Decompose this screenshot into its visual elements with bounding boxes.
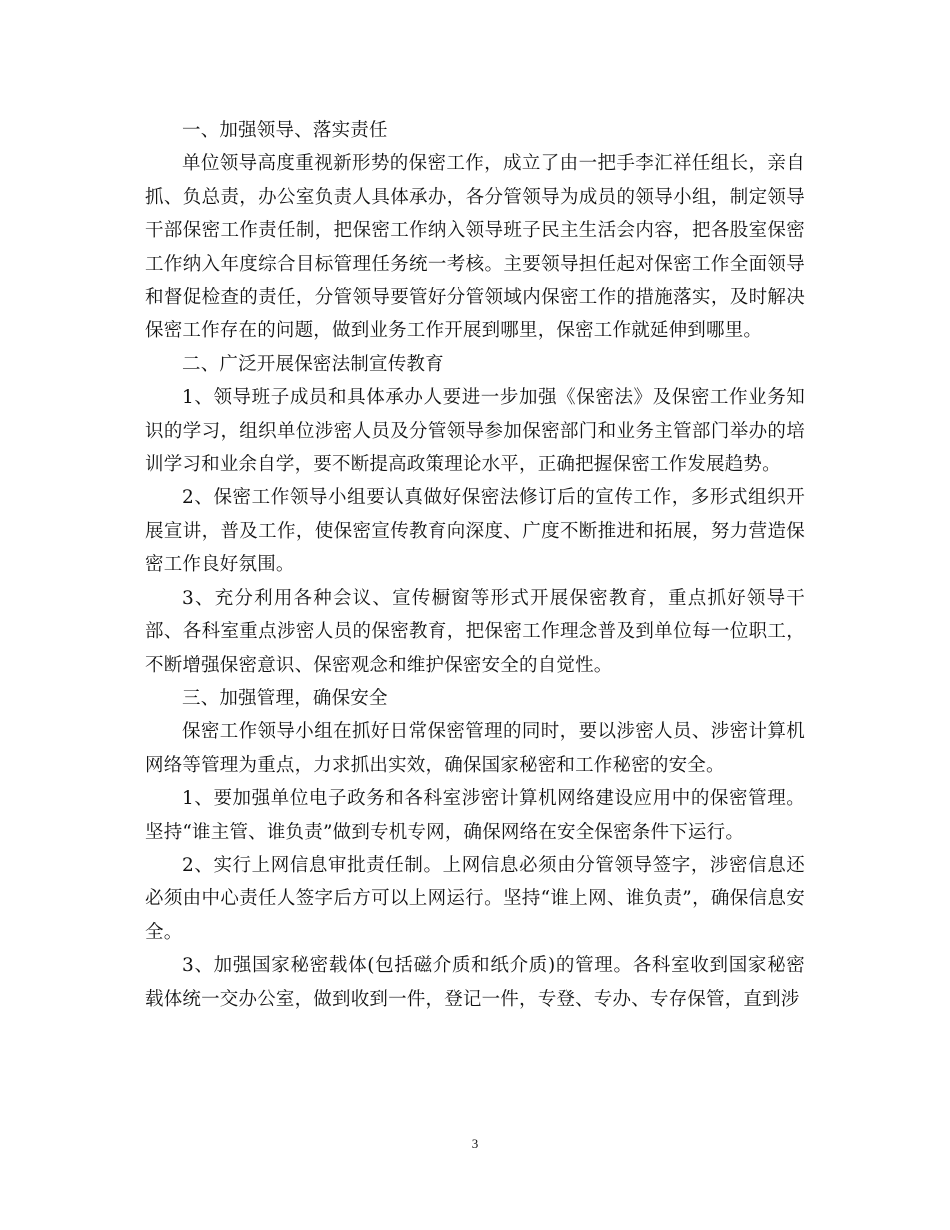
- section-heading-3: 三、加强管理，确保安全: [182, 687, 388, 709]
- paragraph: 2、实行上网信息审批责任制。上网信息必须由分管领导签字，涉密信息还必须由中心责任人签字后方可以上网运行。坚持“谁上网、谁负责”，确保信息安全。: [145, 854, 805, 943]
- paragraph: 3、充分利用各种会议、宣传橱窗等形式开展保密教育，重点抓好领导干部、各科室重点涉密人员的保密教育，把保密工作理念普及到单位每一位职工，不断增强保密意识、保密观念和维护保密安全的自觉性。: [145, 587, 805, 676]
- section-heading-1: 一、加强领导、落实责任: [182, 120, 388, 141]
- paragraph: 单位领导高度重视新形势的保密工作，成立了由一把手李汇祥任组长，亲自抓、负总责，办公室负责人具体承办，各分管领导为成员的领导小组，制定领导干部保密工作责任制，把保密工作纳入领导班子民主生活会内容，把各股室保密工作纳入年度综合目标管理任务统一考核。主要领导担任起对保密工作全面领导和督促检查的责任，分管领导要管好分管领域内保密工作的措施落实，及时解决保密工作存在的问题，做到业务工作开展到哪里，保密工作就延伸到哪里。: [145, 153, 805, 342]
- paragraph: 1、要加强单位电子政务和各科室涉密计算机网络建设应用中的保密管理。坚持“谁主管、谁负责”做到专机专网，确保网络在安全保密条件下运行。: [145, 788, 805, 843]
- paragraph: 3、加强国家秘密载体(包括磁介质和纸介质)的管理。各科室收到国家秘密载体统一交办公室，做到收到一件，登记一件，专登、专办、专存保管，直到涉: [145, 955, 805, 1010]
- paragraph: 保密工作领导小组在抓好日常保密管理的同时，要以涉密人员、涉密计算机网络等管理为重点，力求抓出实效，确保国家秘密和工作秘密的安全。: [145, 721, 805, 776]
- paragraph: 1、领导班子成员和具体承办人要进一步加强《保密法》及保密工作业务知识的学习，组织单位涉密人员及分管领导参加保密部门和业务主管部门举办的培训学习和业余自学，要不断提高政策理论水平，正确把握保密工作发展趋势。: [145, 387, 805, 476]
- page-number: 3: [471, 1136, 479, 1151]
- section-heading-2: 二、广泛开展保密法制宣传教育: [182, 353, 444, 375]
- paragraph: 2、保密工作领导小组要认真做好保密法修订后的宣传工作，多形式组织开展宣讲，普及工作，使保密宣传教育向深度、广度不断推进和拓展，努力营造保密工作良好氛围。: [145, 487, 805, 576]
- document-body: [145, 114, 805, 1016]
